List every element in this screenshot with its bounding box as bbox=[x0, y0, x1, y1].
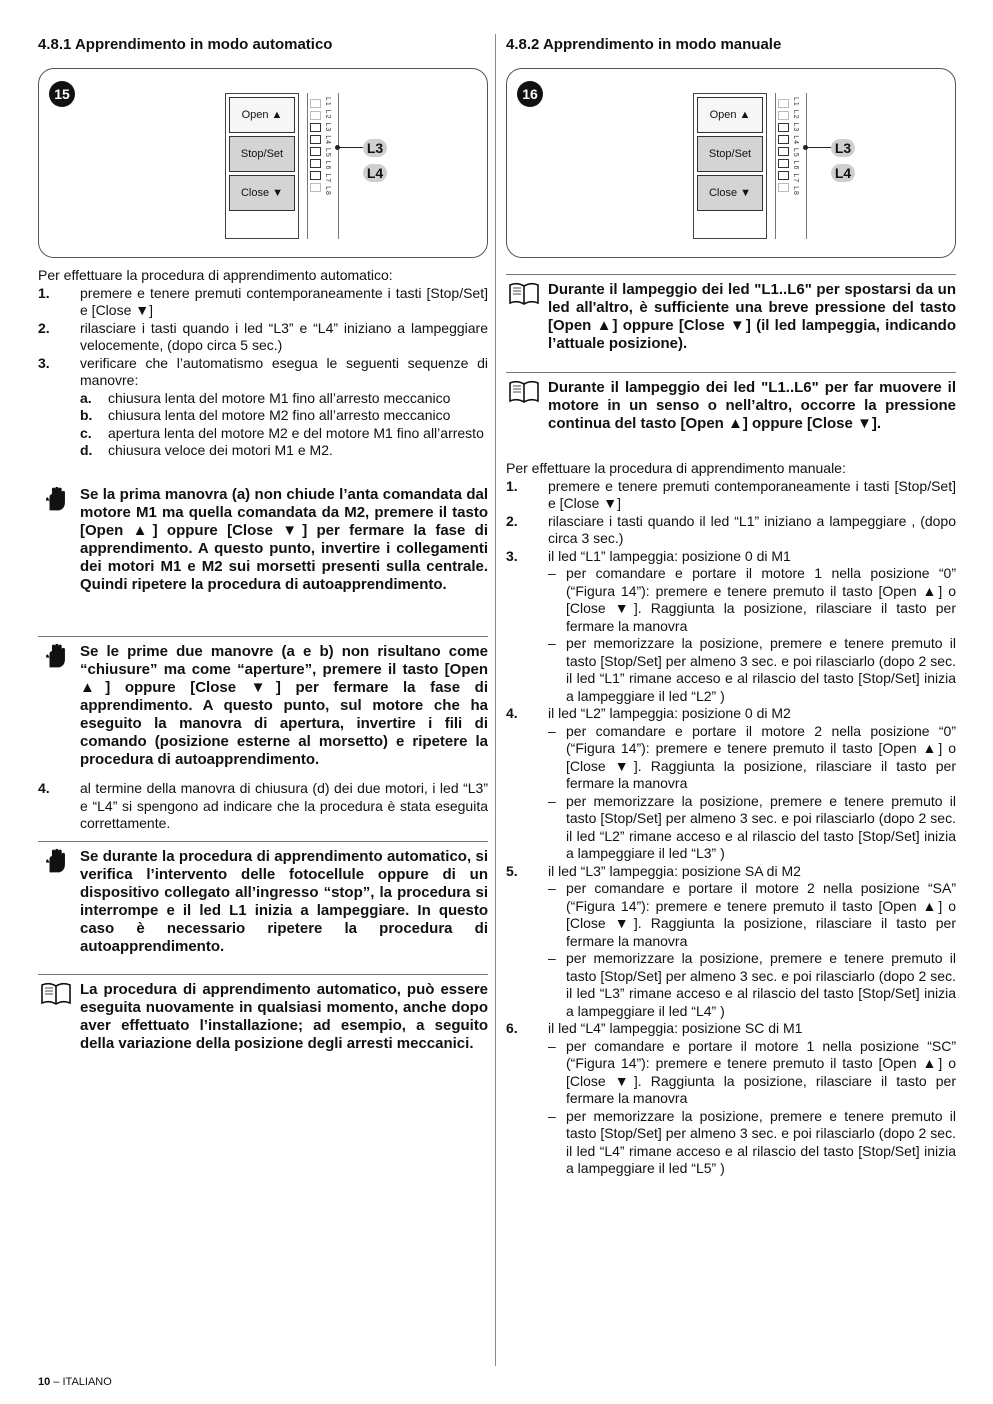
step-4: 4. al termine della manovra di chiusura (d) dei due motori, i led “L3” e “L4” si spengono ad indicare che la procedura è stata eseguita correttamente. bbox=[38, 780, 488, 831]
callout-line bbox=[807, 147, 833, 148]
callout-line bbox=[339, 147, 365, 148]
dash-item: – per memorizzare la posizione, premere e tenere premuto il tasto [Stop/Set] per almeno 3 sec. e poi rilasciarlo (dopo 2 sec. il led “L3” rimane acceso e al rilascio del tasto [Stop/Set] inizia a lampeggiare il led “L4” ) bbox=[548, 950, 956, 1019]
hand-stop-icon bbox=[40, 643, 72, 669]
footer-language: – ITALIANO bbox=[50, 1376, 112, 1388]
sub-item: c. apertura lenta del motore M2 e del motore M1 fino all’arresto bbox=[80, 424, 484, 441]
dash-item: – per memorizzare la posizione, premere e tenere premuto il tasto [Stop/Set] per almeno 3 sec. e poi rilasciarlo (dopo 2 sec. il led “L4” rimane acceso e al rilascio del tasto [Stop/Set] inizia a lampeggiare il led “L5” ) bbox=[548, 1107, 956, 1176]
warning-block-1: Se la prima manovra (a) non chiude l’anta comandata dal motore M1 ma quella comandata da M2, premere il tasto [Open ▲] oppure [Close ▼] per fermare la fase di apprendimento. A questo punto, invertire i collegamenti dei motori M1 e M2 sui morsetti presenti sulla centrale. Quindi ripetere la procedura di autoapprendimento. bbox=[38, 480, 488, 594]
control-panel bbox=[693, 93, 767, 239]
led-strip bbox=[307, 93, 339, 239]
callout-l4: L4 bbox=[363, 164, 387, 182]
led-labels: L1 L2 L3 L4 L5 L6 L7 L8 bbox=[792, 97, 799, 196]
dash-item: – per comandare e portare il motore 1 nella posizione “0” (“Figura 14”): premere e tenere premuto il tasto [Open ▲] o [Close ▼]. Raggiunta la posizione, rilasciare il tasto per fermare la manovra bbox=[548, 565, 956, 634]
callout-l4: L4 bbox=[831, 164, 855, 182]
list-item: 2. rilasciare i tasti quando i led “L3” e “L4” iniziano a lampeggiare velocemente, (dopo circa 5 sec.) bbox=[38, 319, 488, 353]
hand-stop-icon bbox=[40, 848, 72, 874]
close-button: Close ▼ bbox=[697, 175, 763, 211]
led-strip bbox=[775, 93, 807, 239]
section-heading-auto: 4.8.1 Apprendimento in modo automatico bbox=[38, 36, 333, 53]
note-block-1: Durante il lampeggio dei led "L1..L6" per spostarsi da un led all'altro, è sufficiente una breve pressione del tasto [Open ▲] oppure [Close ▼] (il led lampeggia, indicando l’attuale posizione). bbox=[506, 274, 956, 353]
callout-l3: L3 bbox=[831, 139, 855, 157]
intro-text: Per effettuare la procedura di apprendimento manuale: bbox=[506, 460, 846, 476]
note-block-2: Durante il lampeggio dei led "L1..L6" per far muovere il motore in un senso o nell’altro, occorre la pressione continua del tasto [Open ▲] oppure [Close ▼]. bbox=[506, 372, 956, 433]
figure-16 bbox=[506, 68, 956, 258]
figure-number: 15 bbox=[49, 81, 75, 107]
figure-15 bbox=[38, 68, 488, 258]
book-icon bbox=[508, 379, 540, 405]
manual-steps-list bbox=[506, 548, 956, 1178]
list-item: 1. premere e tenere premuti contemporaneamente i tasti [Stop/Set] e [Close ▼] bbox=[506, 477, 956, 511]
warning-block-2: Se le prime due manovre (a e b) non risultano come “chiusure” ma come “aperture”, premere il tasto [Open ▲] oppure [Close ▼] per fermare la fase di apprendimento. A questo punto, sul motore che ha eseguito la manovra di apertura, invertire i fili di comando (posizione esterne al morsetto) e ripetere la procedura di autoapprendimento. bbox=[38, 636, 488, 769]
stop-set-button: Stop/Set bbox=[229, 136, 295, 172]
list-item: 3. verificare che l’automatismo esegua le seguenti sequenze di manovre: bbox=[38, 354, 488, 388]
manual-procedure bbox=[506, 460, 956, 1178]
sub-item: b. chiusura lenta del motore M2 fino all’arresto meccanico bbox=[80, 407, 451, 423]
dash-item: – per memorizzare la posizione, premere e tenere premuto il tasto [Stop/Set] per almeno 3 sec. e poi rilasciarlo (dopo 2 sec. il led “L1” rimane acceso e al rilascio del tasto [Stop/Set] inizia a lampeggiare il led “L2” ) bbox=[548, 635, 956, 704]
intro-text: Per effettuare la procedura di apprendimento automatico: bbox=[38, 267, 393, 283]
list-item: 6. il led “L4” lampeggia: posizione SC di M1 bbox=[506, 1020, 803, 1036]
book-icon bbox=[40, 981, 72, 1007]
list-item: 1. premere e tenere premuti contemporaneamente i tasti [Stop/Set] e [Close ▼] bbox=[38, 284, 488, 318]
section-heading-manual: 4.8.2 Apprendimento in modo manuale bbox=[506, 36, 782, 53]
list-item: 4. il led “L2” lampeggia: posizione 0 di M2 bbox=[506, 705, 791, 721]
stop-set-button: Stop/Set bbox=[697, 136, 763, 172]
list-item: 5. il led “L3” lampeggia: posizione SA di M2 bbox=[506, 862, 801, 879]
close-button: Close ▼ bbox=[229, 175, 295, 211]
page-footer bbox=[38, 1376, 112, 1388]
sub-item: d. chiusura veloce dei motori M1 e M2. bbox=[80, 442, 333, 458]
sub-item: a. chiusura lenta del motore M1 fino all’arresto meccanico bbox=[80, 389, 451, 406]
auto-procedure bbox=[38, 267, 488, 460]
warning-block-3: Se durante la procedura di apprendimento automatico, si verifica l’intervento delle fotocellule oppure di un dispositivo collegato all’ingresso “stop”, la procedura si interrompe e il led L1 inizia a lampeggiare. In questo caso è necessario ripetere la procedura di autoapprendimento. bbox=[38, 841, 488, 956]
list-item: 3. il led “L1” lampeggia: posizione 0 di M1 bbox=[506, 547, 791, 564]
dash-item: – per comandare e portare il motore 2 nella posizione “SA” (“Figura 14”): premere e tenere premuto il tasto [Open ▲] o [Close ▼]. Raggiunta la posizione, rilasciare il tasto per fermare la manovra bbox=[548, 880, 956, 949]
dash-item: – per comandare e portare il motore 2 nella posizione “0” (“Figura 14”): premere e tenere premuto il tasto [Open ▲] o [Close ▼]. Raggiunta la posizione, rilasciare il tasto per fermare la manovra bbox=[548, 722, 956, 791]
dash-item: – per memorizzare la posizione, premere e tenere premuto il tasto [Stop/Set] per almeno 3 sec. e poi rilasciarlo (dopo 2 sec. il led “L2” rimane acceso e al rilascio del tasto [Stop/Set] inizia a lampeggiare il led “L3” ) bbox=[548, 792, 956, 861]
hand-stop-icon bbox=[40, 486, 72, 512]
open-button: Open ▲ bbox=[229, 97, 295, 133]
figure-number: 16 bbox=[517, 81, 543, 107]
book-icon bbox=[508, 281, 540, 307]
control-panel bbox=[225, 93, 299, 239]
open-button: Open ▲ bbox=[697, 97, 763, 133]
callout-l3: L3 bbox=[363, 139, 387, 157]
led-labels: L1 L2 L3 L4 L5 L6 L7 L8 bbox=[324, 97, 331, 196]
column-separator bbox=[495, 34, 496, 1366]
page-number: 10 bbox=[38, 1376, 51, 1388]
dash-item: – per comandare e portare il motore 1 nella posizione “SC” (“Figura 14”): premere e tenere premuto il tasto [Open ▲] o [Close ▼]. Raggiunta la posizione, rilasciare il tasto per fermare la manovra bbox=[548, 1037, 956, 1106]
list-item: 2. rilasciare i tasti quando il led “L1” iniziano a lampeggiare , (dopo circa 3 sec.) bbox=[506, 512, 956, 546]
note-block: La procedura di apprendimento automatico, può essere eseguita nuovamente in qualsiasi momento, anche dopo aver effettuato l’installazione; ad esempio, a seguito della variazione della posizione degli arresti meccanici. bbox=[38, 974, 488, 1053]
